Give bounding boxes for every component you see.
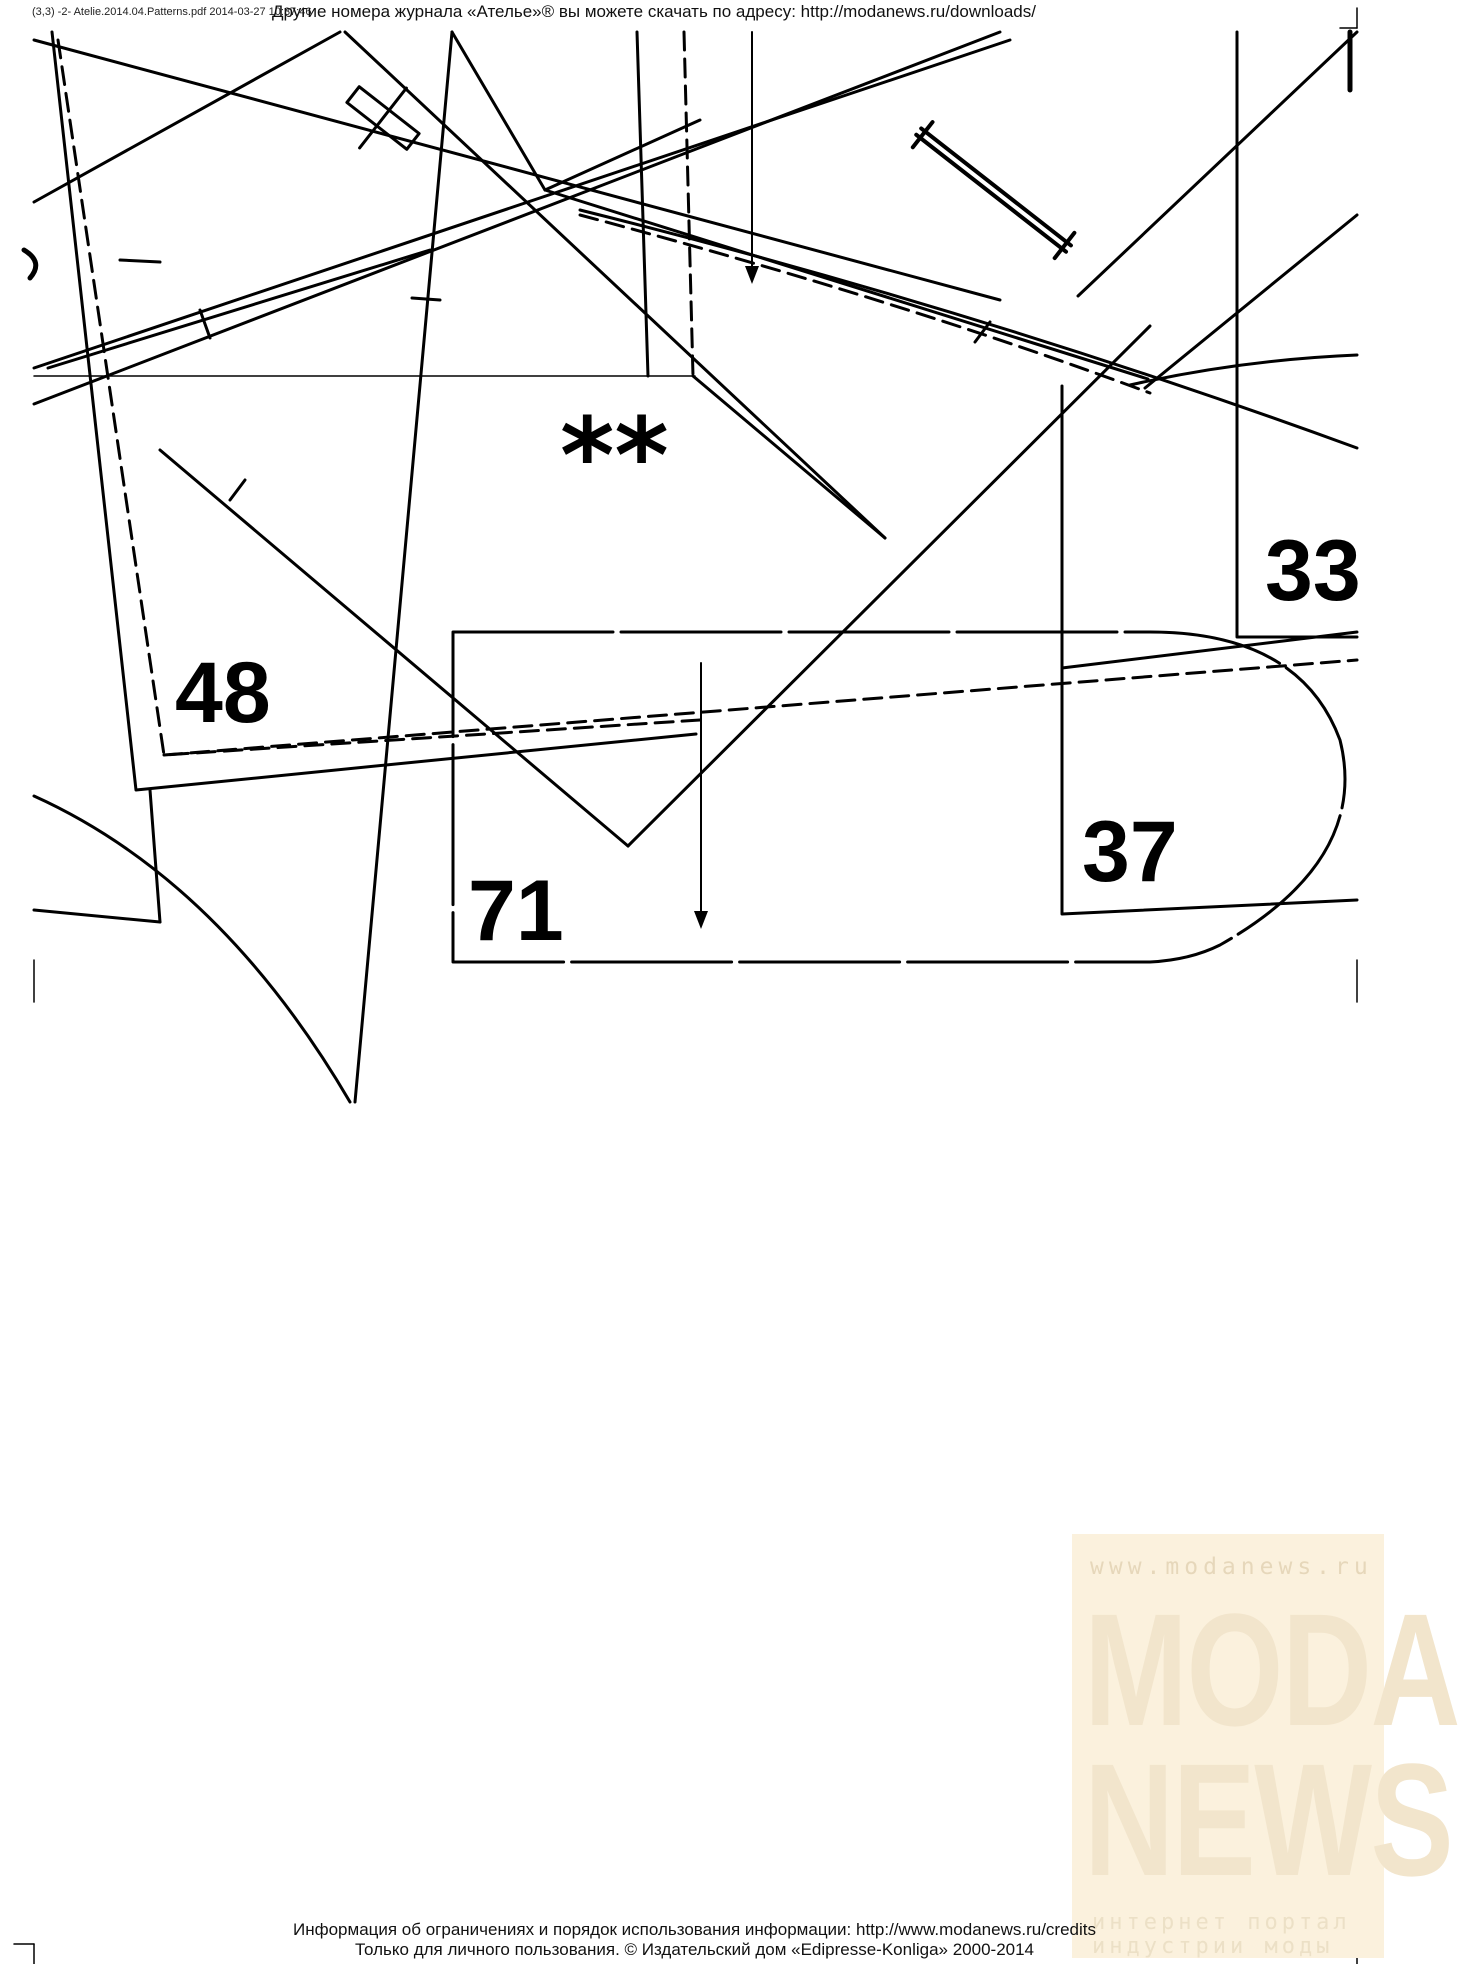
watermark-tagline-1: интернет портал xyxy=(1092,1910,1351,1935)
watermark-url: www.modanews.ru xyxy=(1090,1554,1373,1580)
footer-credits-line: Информация об ограничениях и порядок использования информации: http://www.modanews.ru/credits xyxy=(293,1920,1096,1939)
piece-number-48: 48 xyxy=(175,645,271,741)
watermark-tagline-2: индустрии моды xyxy=(1092,1934,1334,1959)
piece-number-71: 71 xyxy=(468,863,564,959)
piece-number-33: 33 xyxy=(1265,523,1361,619)
notch-marks: ** xyxy=(560,395,669,517)
downloads-note: Другие номера журнала «Ателье»® вы можете скачать по адресу: http://modanews.ru/downloads/ xyxy=(272,2,1036,21)
file-meta-text: (3,3) -2- Atelie.2014.04.Patterns.pdf 2014-03-27 10:37:46 xyxy=(32,6,312,18)
modanews-watermark xyxy=(1072,1534,1459,1959)
footer-copyright-line: Только для личного пользования. © Издательский дом «Edipresse-Konliga» 2000-2014 xyxy=(354,1940,1035,1959)
watermark-news: NEWS xyxy=(1084,1730,1453,1909)
watermark-moda: MODA xyxy=(1084,1580,1459,1759)
piece-number-37: 37 xyxy=(1082,804,1178,900)
